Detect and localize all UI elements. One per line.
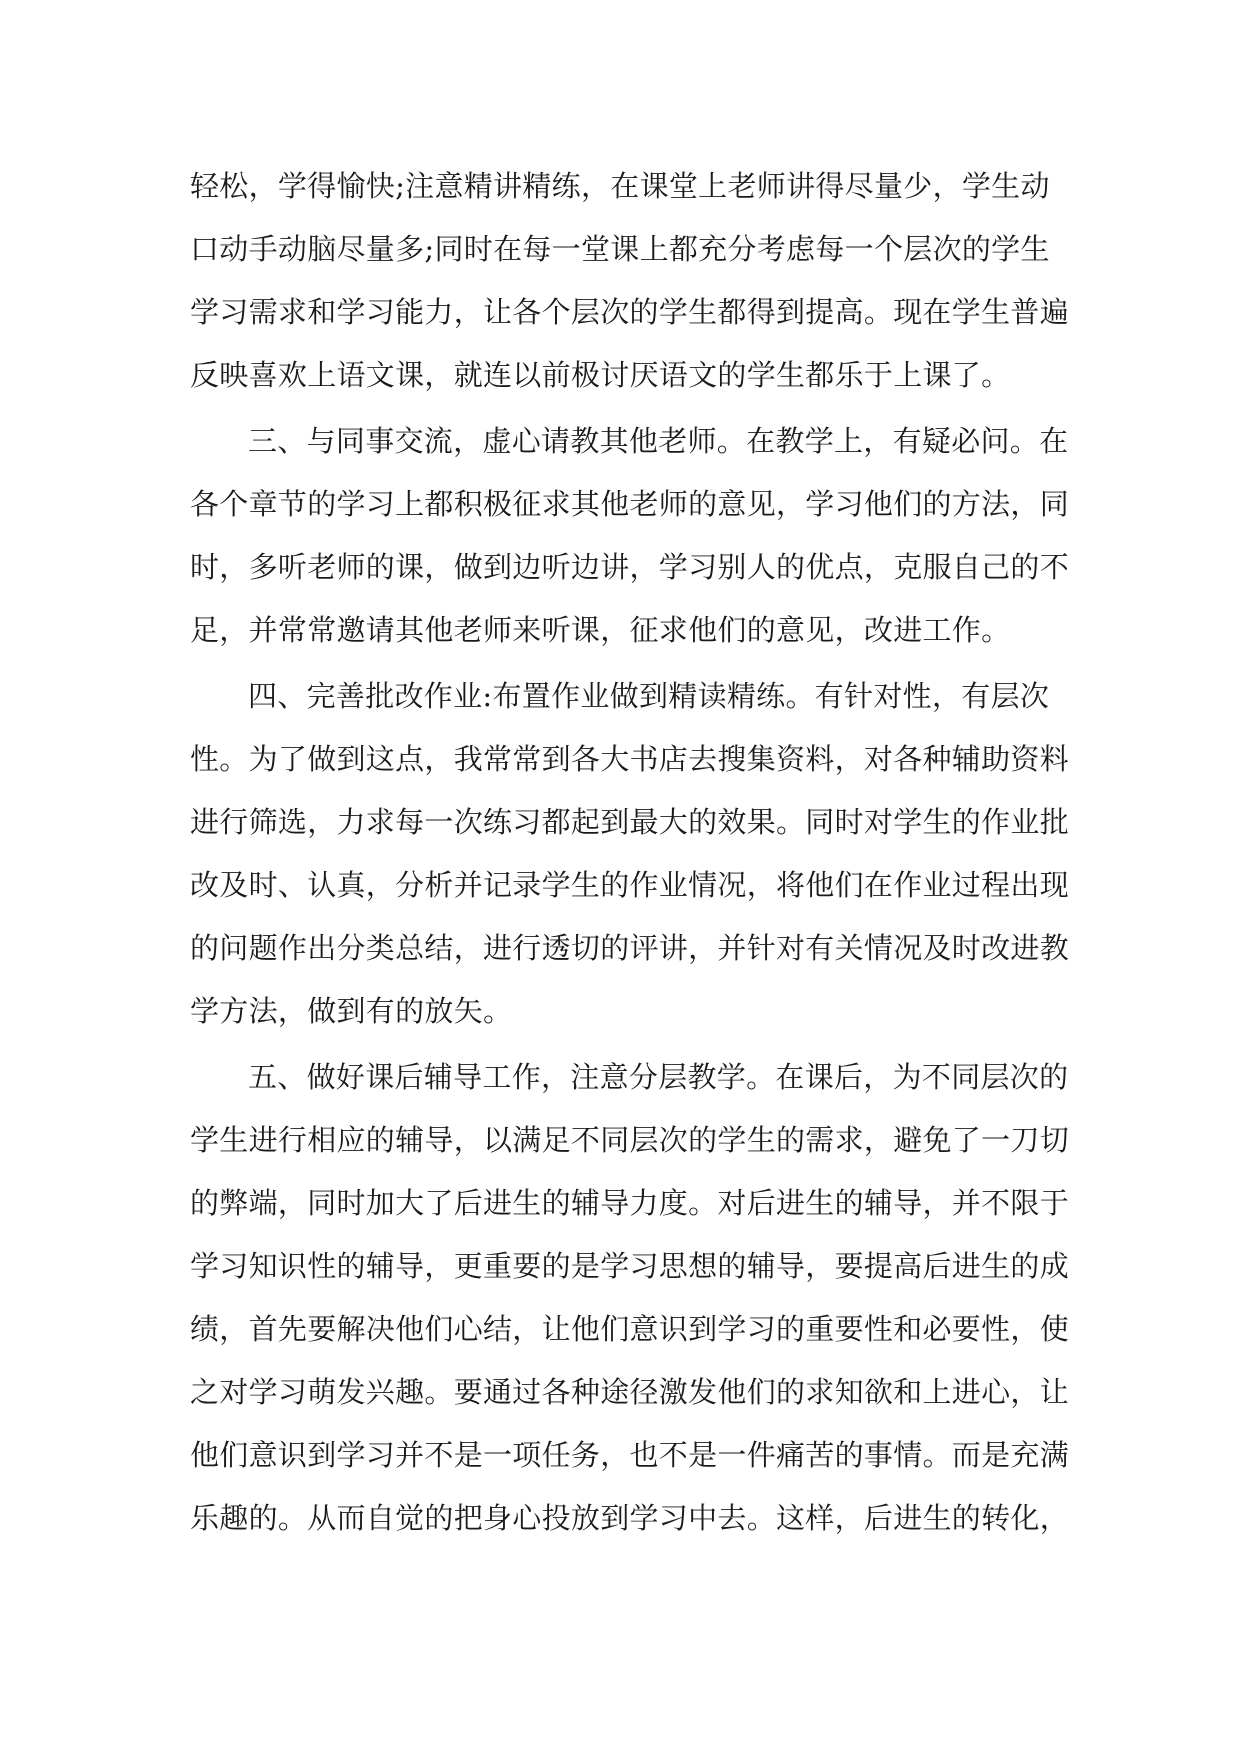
text-line: 之对学习萌发兴趣。要通过各种途径激发他们的求知欲和上进心，让 — [190, 1375, 1070, 1409]
text-line: 时，多听老师的课，做到边听边讲，学习别人的优点，克服自己的不 — [190, 550, 1070, 584]
text-line: 的问题作出分类总结，进行透切的评讲，并针对有关情况及时改进教 — [190, 931, 1070, 965]
text-line: 改及时、认真，分析并记录学生的作业情况，将他们在作业过程出现 — [190, 868, 1070, 902]
text-line: 进行筛选，力求每一次练习都起到最大的效果。同时对学生的作业批 — [190, 805, 1070, 839]
text-line: 学生进行相应的辅导，以满足不同层次的学生的需求，避免了一刀切 — [190, 1123, 1070, 1157]
text-line: 各个章节的学习上都积极征求其他老师的意见，学习他们的方法，同 — [190, 487, 1070, 521]
text-line: 学习知识性的辅导，更重要的是学习思想的辅导，要提高后进生的成 — [190, 1249, 1070, 1283]
paragraph-first-line: 五、做好课后辅导工作，注意分层教学。在课后，为不同层次的 — [248, 1060, 1069, 1094]
text-line: 足，并常常邀请其他老师来听课，征求他们的意见，改进工作。 — [190, 613, 1011, 647]
text-line: 口动手动脑尽量多;同时在每一堂课上都充分考虑每一个层次的学生 — [190, 232, 1050, 266]
paragraph-first-line: 四、完善批改作业:布置作业做到精读精练。有针对性，有层次 — [248, 679, 1050, 713]
text-line: 反映喜欢上语文课，就连以前极讨厌语文的学生都乐于上课了。 — [190, 358, 1011, 392]
text-line: 他们意识到学习并不是一项任务，也不是一件痛苦的事情。而是充满 — [190, 1438, 1070, 1472]
text-line: 乐趣的。从而自觉的把身心投放到学习中去。这样，后进生的转化， — [190, 1501, 1070, 1535]
paragraph-first-line: 三、与同事交流，虚心请教其他老师。在教学上，有疑必问。在 — [248, 424, 1069, 458]
text-line: 学习需求和学习能力，让各个层次的学生都得到提高。现在学生普遍 — [190, 295, 1070, 329]
text-line: 学方法，做到有的放矢。 — [190, 994, 513, 1028]
text-line: 的弊端，同时加大了后进生的辅导力度。对后进生的辅导，并不限于 — [190, 1186, 1070, 1220]
text-line: 绩，首先要解决他们心结，让他们意识到学习的重要性和必要性，使 — [190, 1312, 1070, 1346]
text-line: 轻松，学得愉快;注意精讲精练，在课堂上老师讲得尽量少，学生动 — [190, 169, 1050, 203]
text-line: 性。为了做到这点，我常常到各大书店去搜集资料，对各种辅助资料 — [190, 742, 1070, 776]
